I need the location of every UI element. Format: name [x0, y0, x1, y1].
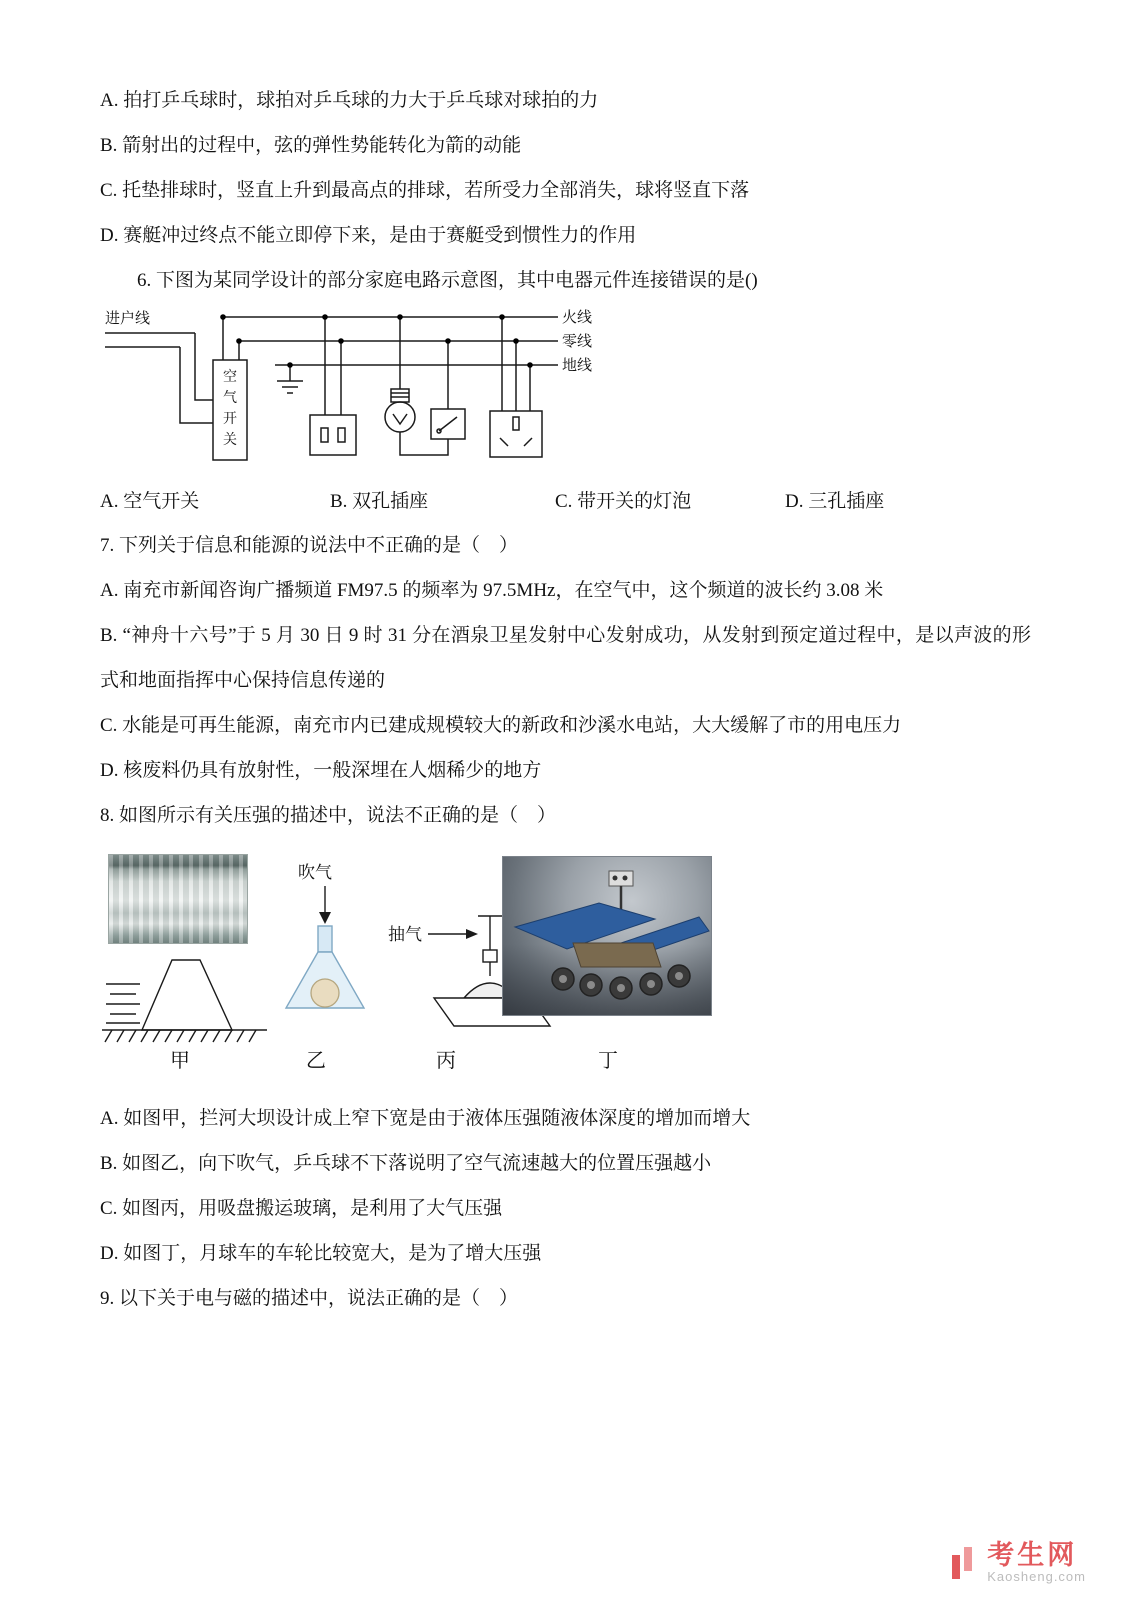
funnel-diagram	[268, 862, 383, 1032]
ground-slot	[513, 417, 519, 430]
q5-option-c: C. 托垫排球时，竖直上升到最高点的排球，若所受力全部消失，球将竖直下落	[100, 180, 750, 201]
three-hole-socket	[490, 411, 542, 457]
ping-pong-ball	[311, 979, 339, 1007]
q8-option-a: A. 如图甲，拦河大坝设计成上窄下宽是由于液体压强随液体深度的增加而增大	[100, 1108, 751, 1129]
two-hole-socket-wires	[325, 317, 341, 415]
blow-arrow-head	[319, 912, 331, 924]
switch-lever	[439, 417, 457, 431]
dam-cross-section	[142, 960, 232, 1030]
bulb-screw-base	[391, 389, 409, 402]
rover-sketch	[503, 857, 711, 1015]
q8-figures	[100, 840, 1031, 1090]
kaosheng-logo-icon	[950, 1545, 978, 1581]
rover-wheel-hub	[647, 980, 655, 988]
rover-wheel-hub	[675, 972, 683, 980]
q6-stem: 6. 下图为某同学设计的部分家庭电路示意图，其中电器元件连接错误的是()	[137, 270, 758, 291]
funnel-tube	[318, 926, 332, 952]
watermark-name: 考生网	[987, 1540, 1078, 1570]
entry-line-label: 进户线	[105, 311, 151, 327]
pump-arrow-head	[466, 929, 478, 939]
q7-option-d: D. 核废料仍具有放射性，一般深埋在人烟稀少的地方	[100, 760, 542, 781]
q5-option-b: B. 箭射出的过程中，弦的弹性势能转化为箭的动能	[100, 135, 522, 156]
q5-option-a: A. 拍打乒乓球时，球拍对乒乓球的力大于乒乓球对球拍的力	[100, 90, 599, 111]
socket-slot	[338, 428, 345, 442]
q8-option-c: C. 如图丙，用吸盘搬运玻璃，是利用了大气压强	[100, 1198, 503, 1219]
entry-wire-1	[105, 333, 213, 400]
junction-dot	[445, 338, 451, 344]
socket-slanted-slots	[500, 438, 532, 446]
socket-slot	[321, 428, 328, 442]
junction-dot	[322, 314, 328, 320]
q6-option-a: A. 空气开关	[100, 491, 200, 512]
ground-wire-label: 地线	[562, 358, 593, 374]
rover-photo-image	[502, 856, 712, 1016]
ground-hatching	[105, 1030, 256, 1042]
breaker-label-char: 关	[223, 433, 237, 448]
logo-bar	[964, 1547, 972, 1571]
junction-dot	[527, 362, 533, 368]
junction-dot	[397, 314, 403, 320]
kaosheng-watermark	[950, 1541, 1086, 1584]
q7-stem: 7. 下列关于信息和能源的说法中不正确的是（ ）	[100, 535, 519, 556]
breaker-output-wires	[223, 317, 239, 360]
q5-option-d: D. 赛艇冲过终点不能立即停下来，是由于赛艇受到惯性力的作用	[100, 225, 637, 246]
junction-dot	[287, 362, 293, 368]
q8-stem: 8. 如图所示有关压强的描述中，说法不正确的是（ ）	[100, 805, 557, 826]
q6-option-d: D. 三孔插座	[785, 491, 885, 512]
rover-wheel-hub	[587, 981, 595, 989]
junction-dot	[513, 338, 519, 344]
q8-option-b: B. 如图乙，向下吹气，乒乓球不下落说明了空气流速越大的位置压强越小	[100, 1153, 712, 1174]
watermark-domain: Kaosheng.com	[987, 1569, 1086, 1584]
rover-camera-lens	[623, 876, 628, 881]
junction-dot	[220, 314, 226, 320]
live-wire-label: 火线	[562, 310, 593, 326]
rover-body	[573, 943, 661, 967]
q9-stem: 9. 以下关于电与磁的描述中，说法正确的是（ ）	[100, 1288, 519, 1309]
q6-option-b: B. 双孔插座	[330, 491, 429, 512]
blow-label: 吹气	[298, 863, 332, 882]
q6-option-c: C. 带开关的灯泡	[555, 491, 692, 512]
bulb-glass	[385, 402, 415, 432]
bulb-filament	[393, 414, 407, 424]
rover-wheel-hub	[559, 975, 567, 983]
breaker-label-char: 空	[223, 370, 237, 385]
water-lines	[106, 984, 140, 1023]
three-hole-socket-wires	[502, 317, 530, 411]
entry-wire-2	[105, 347, 213, 423]
rover-wheel-hub	[617, 984, 625, 992]
bulb-base-threads	[391, 393, 409, 397]
figure-label-yi: 乙	[306, 1050, 326, 1072]
dam-diagram	[102, 954, 267, 1048]
q7-option-c: C. 水能是可再生能源，南充市内已建成规模较大的新政和沙溪水电站，大大缓解了市的用电压力	[100, 715, 902, 736]
pump-valve	[483, 950, 497, 962]
q7-option-a: A. 南充市新闻咨询广播频道 FM97.5 的频率为 97.5MHz，在空气中，这个频道的波长约 3.08 米	[100, 580, 884, 601]
breaker-label-char: 气	[223, 391, 237, 406]
junction-dot	[236, 338, 242, 344]
q6-options-row	[100, 481, 1031, 523]
watermark-text	[987, 1541, 1086, 1584]
bulb-switch-link-wire	[400, 432, 448, 455]
junction-dot	[338, 338, 344, 344]
pump-label: 抽气	[388, 925, 422, 944]
two-hole-socket	[310, 415, 356, 455]
earth-symbol	[277, 365, 303, 393]
q8-option-d: D. 如图丁，月球车的车轮比较宽大，是为了增大压强	[100, 1243, 542, 1264]
figure-label-jia: 甲	[170, 1050, 190, 1072]
breaker-label-char: 开	[223, 412, 237, 427]
figure-label-bing: 丙	[436, 1050, 456, 1072]
circuit-svg	[100, 305, 620, 477]
q7-option-b: B. “神舟十六号”于 5 月 30 日 9 时 31 分在酒泉卫星发射中心发射成功，从发射到预定道过程中，是以声波的形式和地面指挥中心保持信息传递的	[100, 625, 1031, 691]
figure-label-ding: 丁	[598, 1050, 618, 1072]
logo-bar	[952, 1555, 960, 1579]
q6-circuit-diagram	[100, 305, 1031, 477]
junction-dot	[499, 314, 505, 320]
dam-photo-image	[108, 854, 248, 944]
neutral-wire-label: 零线	[562, 334, 593, 350]
rover-camera-lens	[613, 876, 618, 881]
pump-handle	[478, 916, 502, 950]
